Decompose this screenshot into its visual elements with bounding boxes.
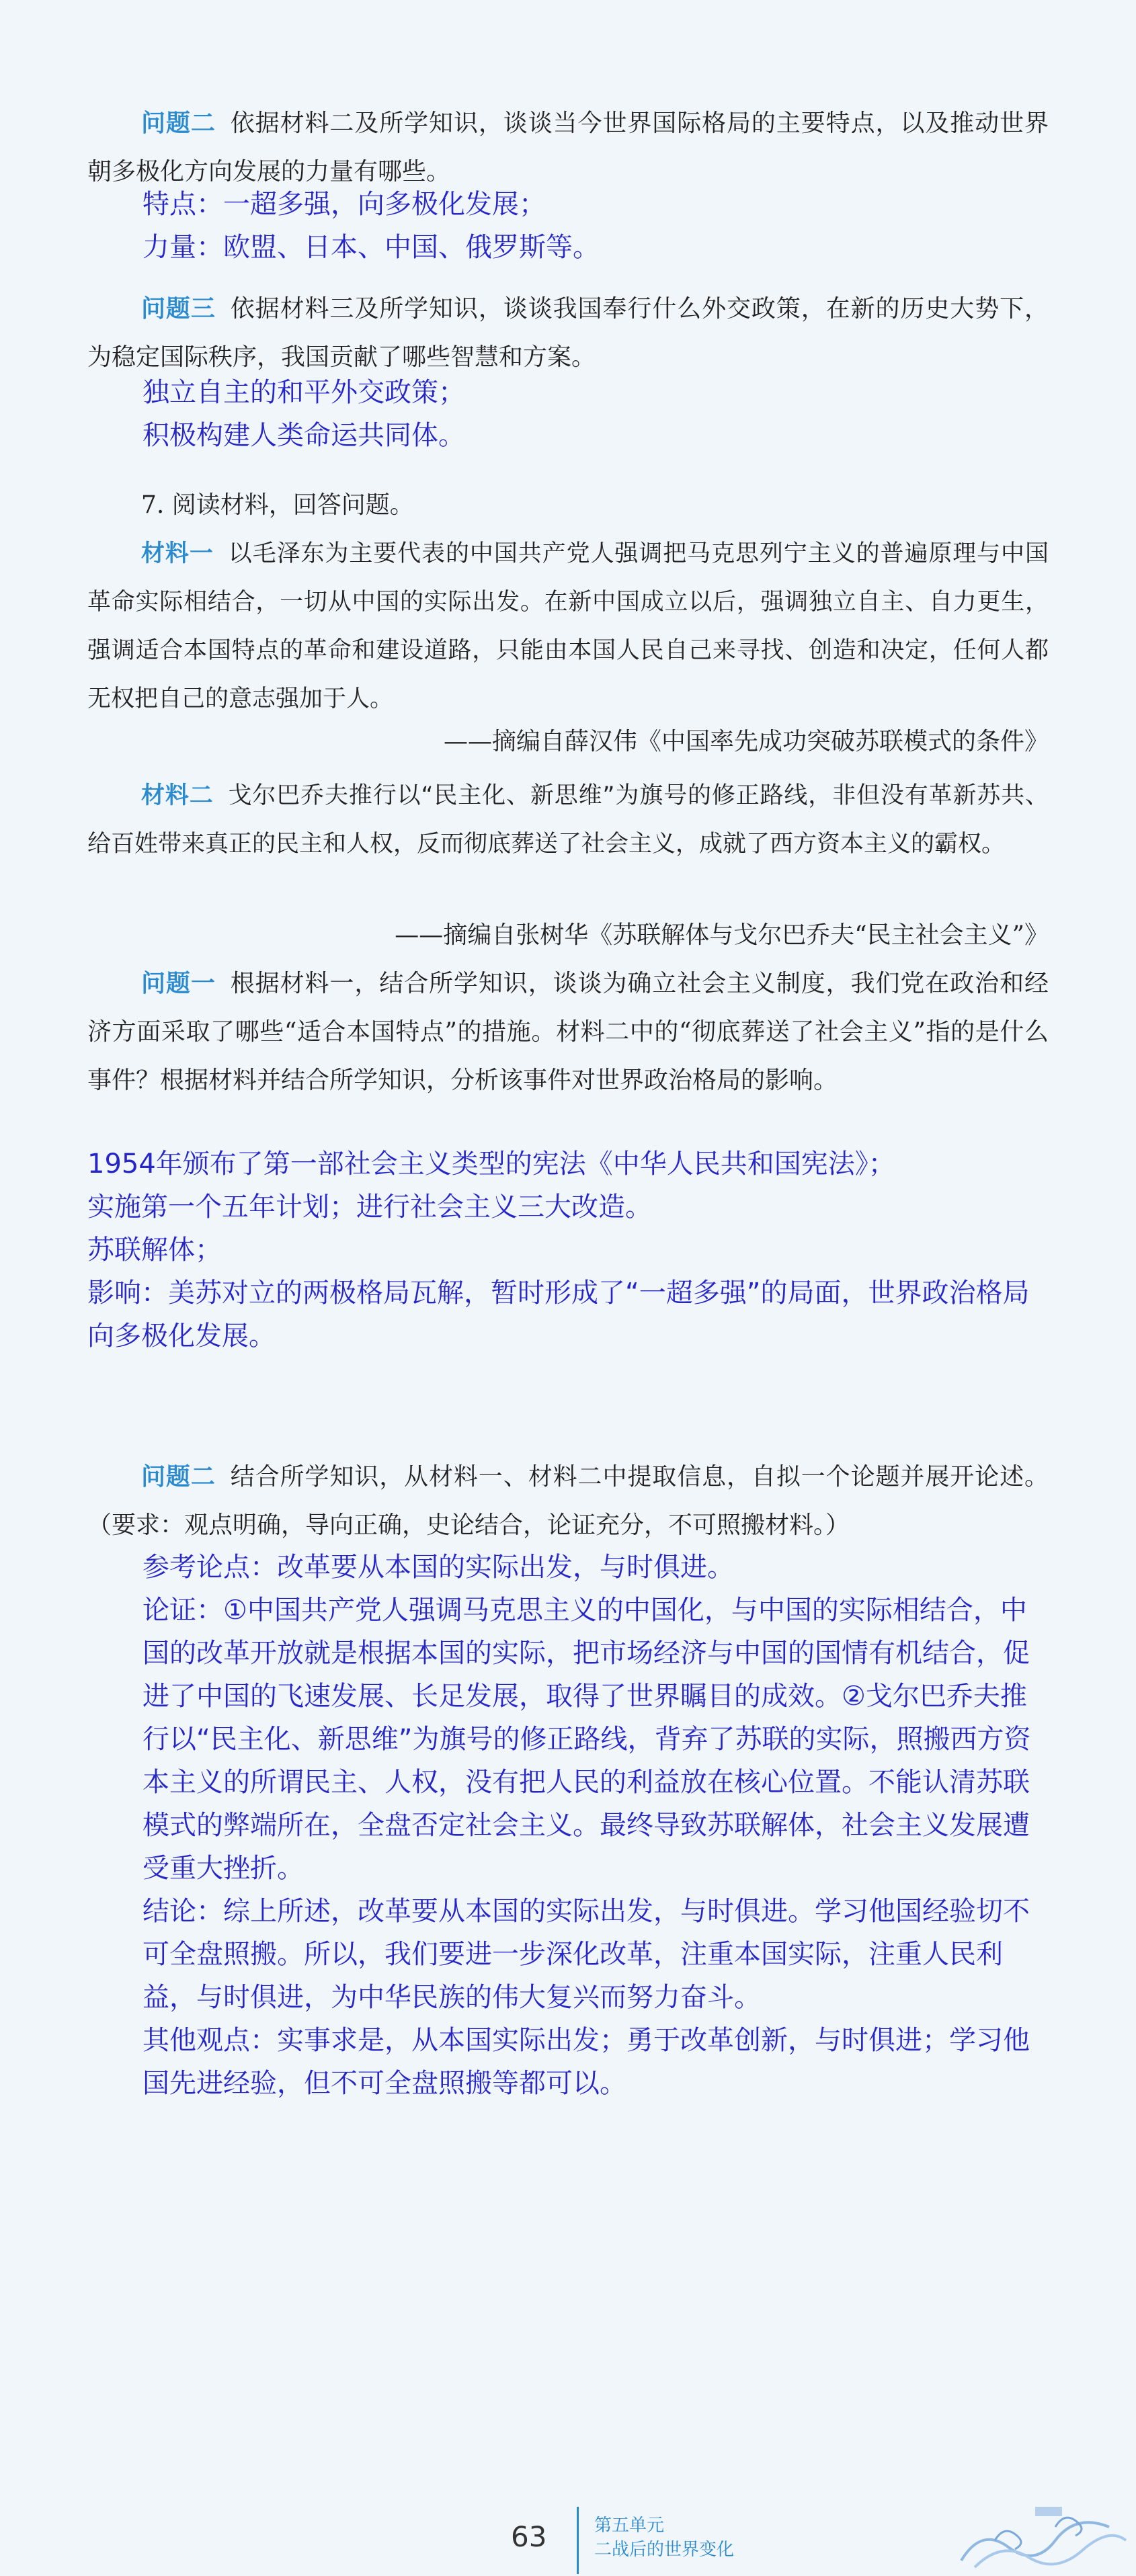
question-text: 依据材料二及所学知识，谈谈当今世界国际格局的主要特点，以及推动世界朝多极化方向发展的力量有哪些。 xyxy=(87,110,1049,185)
answer-block xyxy=(143,183,1043,269)
page-number: 63 xyxy=(511,2520,547,2553)
question-2-part-b xyxy=(87,1453,1049,1550)
answer-line: 论证：①中国共产党人强调马克思主义的中国化，与中国的实际相结合，中国的改革开放就是根据本国的实际，把市场经济与中国的国情有机结合，促进了中国的飞速发展、长足发展，取得了世界瞩目的成效。②戈尔巴乔夫推行以“民主化、新思维”为旗号的修正路线，背弃了苏联的实际，照搬西方资本主义的所谓民主、人权，没有把人民的利益放在核心位置。不能认清苏联模式的弊端所在，全盘否定社会主义。最终导致苏联解体，社会主义发展遭受重大挫折。 xyxy=(143,1595,1031,1884)
question-text: 结合所学知识，从材料一、材料二中提取信息，自拟一个论题并展开论述。（要求：观点明确，导向正确，史论结合，论证充分，不可照搬材料。） xyxy=(87,1463,1049,1539)
material-2 xyxy=(87,772,1049,868)
answer-line: 1954年颁布了第一部社会主义类型的宪法《中华人民共和国宪法》； xyxy=(87,1149,895,1179)
question-text: 依据材料三及所学知识，谈谈我国奉行什么外交政策，在新的历史大势下，为稳定国际秩序，我国贡献了哪些智慧和方案。 xyxy=(87,295,1049,371)
answer-block xyxy=(143,371,1043,457)
answer-line: 力量：欧盟、日本、中国、俄罗斯等。 xyxy=(143,232,600,263)
material-source: ——摘编自张树华《苏联解体与戈尔巴乔夫“民主社会主义”》 xyxy=(395,921,1049,949)
answer-line: 特点：一超多强，向多极化发展； xyxy=(143,189,546,220)
unit-name: 第五单元 xyxy=(594,2516,665,2536)
wave-decoration-icon xyxy=(955,2500,1129,2574)
question-3 xyxy=(87,285,1049,382)
answer-line: 影响：美苏对立的两极格局瓦解，暂时形成了“一超多强”的局面，世界政治格局向多极化发展。 xyxy=(87,1278,1030,1352)
answer-line: 结论：综上所述，改革要从本国的实际出发，与时俱进。学习他国经验切不可全盘照搬。所以，我们要进一步深化改革，注重本国实际，注重人民利益，与时俱进，为中华民族的伟大复兴而努力奋斗。 xyxy=(143,1896,1030,2013)
material-label: 材料一 xyxy=(141,540,214,567)
page-footer xyxy=(0,2487,1136,2576)
unit-subtitle: 二战后的世界变化 xyxy=(594,2540,735,2560)
question-1-part-b xyxy=(87,960,1049,1105)
answer-block xyxy=(143,1546,1043,2105)
footer-divider xyxy=(577,2507,579,2574)
question-label: 问题二 xyxy=(141,1463,216,1491)
unit-title xyxy=(594,2513,734,2562)
material-text: 戈尔巴乔夫推行以“民主化、新思维”为旗号的修正路线，非但没有革新苏共、给百姓带来真正的民主和人权，反而彻底葬送了社会主义，成就了西方资本主义的霸权。 xyxy=(87,782,1049,858)
question-label: 问题二 xyxy=(141,110,216,137)
question-label: 问题三 xyxy=(141,295,216,323)
question-label: 问题一 xyxy=(141,970,216,997)
question-7-title: 7. 阅读材料，回答问题。 xyxy=(141,491,414,519)
material-source: ——摘编自薛汉伟《中国率先成功突破苏联模式的条件》 xyxy=(443,728,1049,755)
answer-line: 其他观点：实事求是，从本国实际出发；勇于改革创新，与时俱进；学习他国先进经验，但不可全盘照搬等都可以。 xyxy=(143,2025,1030,2099)
answer-line: 独立自主的和平外交政策； xyxy=(143,377,465,408)
answer-line: 苏联解体； xyxy=(87,1235,222,1265)
question-text: 根据材料一，结合所学知识，谈谈为确立社会主义制度，我们党在政治和经济方面采取了哪些“适合本国特点”的措施。材料二中的“彻底葬送了社会主义”指的是什么事件？根据材料并结合所学知识，分析该事件对世界政治格局的影响。 xyxy=(87,970,1049,1094)
answer-block xyxy=(87,1142,1049,1358)
material-label: 材料二 xyxy=(141,782,214,809)
material-1 xyxy=(87,530,1049,723)
answer-line: 实施第一个五年计划；进行社会主义三大改造。 xyxy=(87,1192,652,1222)
material-text: 以毛泽东为主要代表的中国共产党人强调把马克思列宁主义的普遍原理与中国革命实际相结合，一切从中国的实际出发。在新中国成立以后，强调独立自主、自力更生，强调适合本国特点的革命和建设道路，只能由本国人民自己来寻找、创造和决定，任何人都无权把自己的意志强加于人。 xyxy=(87,540,1049,712)
answer-line: 积极构建人类命运共同体。 xyxy=(143,420,465,451)
answer-line: 参考论点：改革要从本国的实际出发，与时俱进。 xyxy=(143,1552,734,1583)
question-2-material-2 xyxy=(87,99,1049,196)
